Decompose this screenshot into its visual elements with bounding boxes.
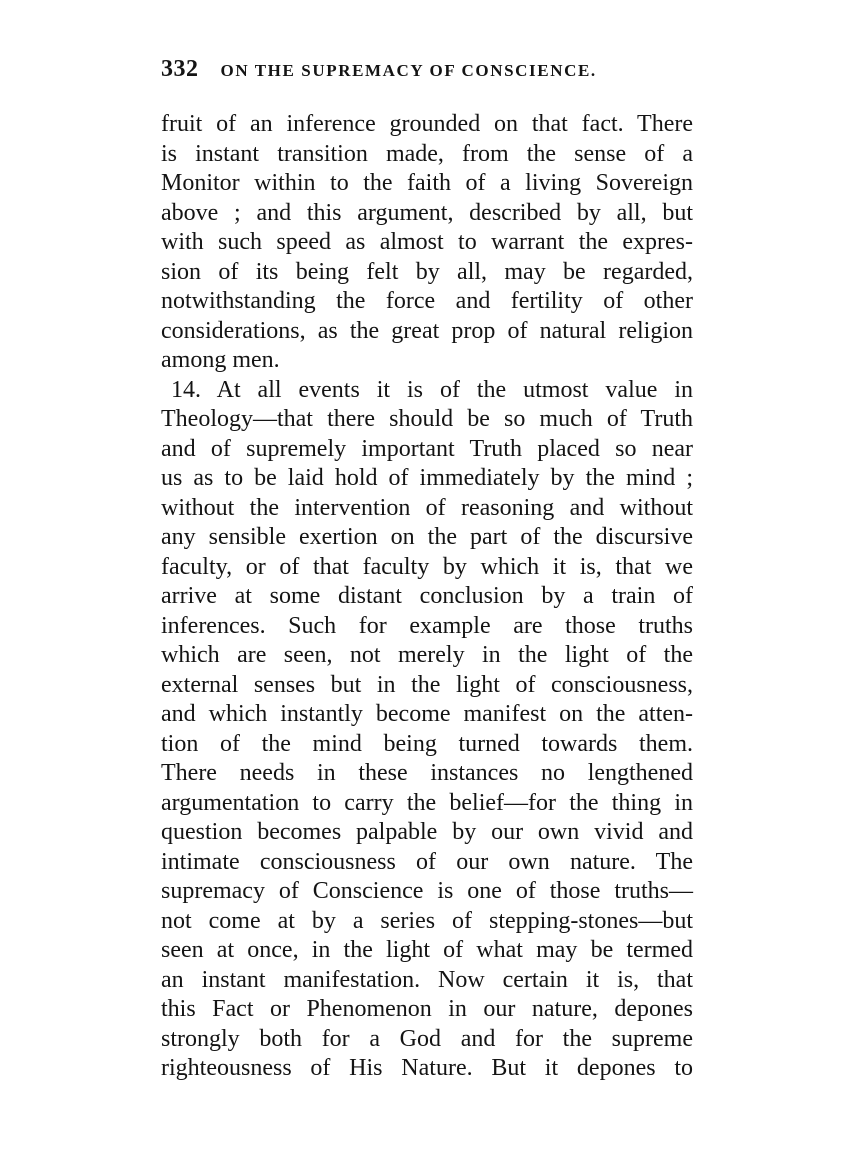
text-line: external senses but in the light of consciousness, [161,671,693,698]
text-line: seen at once, in the light of what may be termed [161,937,693,963]
running-head [161,56,701,92]
text-line: Monitor within to the faith of a living Sovereign [161,170,693,196]
text-line: and which instantly become manifest on the atten- [161,701,693,727]
text-line: notwithstanding the force and fertility of other [161,288,693,314]
text-line: and of supremely important Truth placed so near [161,435,693,462]
body-text [161,110,693,1084]
text-line: tion of the mind being turned towards them. [161,730,693,757]
page-number: 332 [161,56,199,82]
text-line: among men. [161,347,280,373]
text-line: with such speed as almost to warrant the expres- [161,229,693,255]
text-line: question becomes palpable by our own vivid and [161,819,693,845]
text-line: supremacy of Conscience is one of those truths— [161,878,693,904]
text-line: above ; and this argument, described by all, but [161,199,693,226]
text-line: this Fact or Phenomenon in our nature, depones [161,996,693,1022]
text-line: considerations, as the great prop of natural religion [161,317,693,344]
text-line: Theology—that there should be so much of Truth [161,406,693,432]
text-line: strongly both for a God and for the supreme [161,1025,693,1052]
text-line: inferences. Such for example are those truths [161,612,693,639]
text-line: fruit of an inference grounded on that fact. There [161,111,693,137]
text-line: without the intervention of reasoning and without [161,494,693,521]
text-line: any sensible exertion on the part of the discursive [161,524,693,550]
text-line: faculty, or of that faculty by which it is, that we [161,553,693,580]
text-line: intimate consciousness of our own nature. The [161,848,693,875]
text-line: an instant manifestation. Now certain it is, that [161,966,693,993]
text-line: arrive at some distant conclusion by a train of [161,583,693,609]
paragraph-start-line: 14. At all events it is of the utmost value in [171,376,693,403]
text-line: is instant transition made, from the sense of a [161,140,693,167]
text-line: argumentation to carry the belief—for the thing in [161,789,693,816]
chapter-title: ON THE SUPREMACY OF CONSCIENCE. [220,61,597,80]
text-line: not come at by a series of stepping-stones—but [161,907,693,934]
text-line: which are seen, not merely in the light of the [161,642,693,668]
text-line: There needs in these instances no lengthened [161,760,693,786]
text-line: sion of its being felt by all, may be regarded, [161,258,693,285]
text-line: righteousness of His Nature. But it depones to [161,1055,693,1081]
text-line: us as to be laid hold of immediately by the mind ; [161,465,693,491]
